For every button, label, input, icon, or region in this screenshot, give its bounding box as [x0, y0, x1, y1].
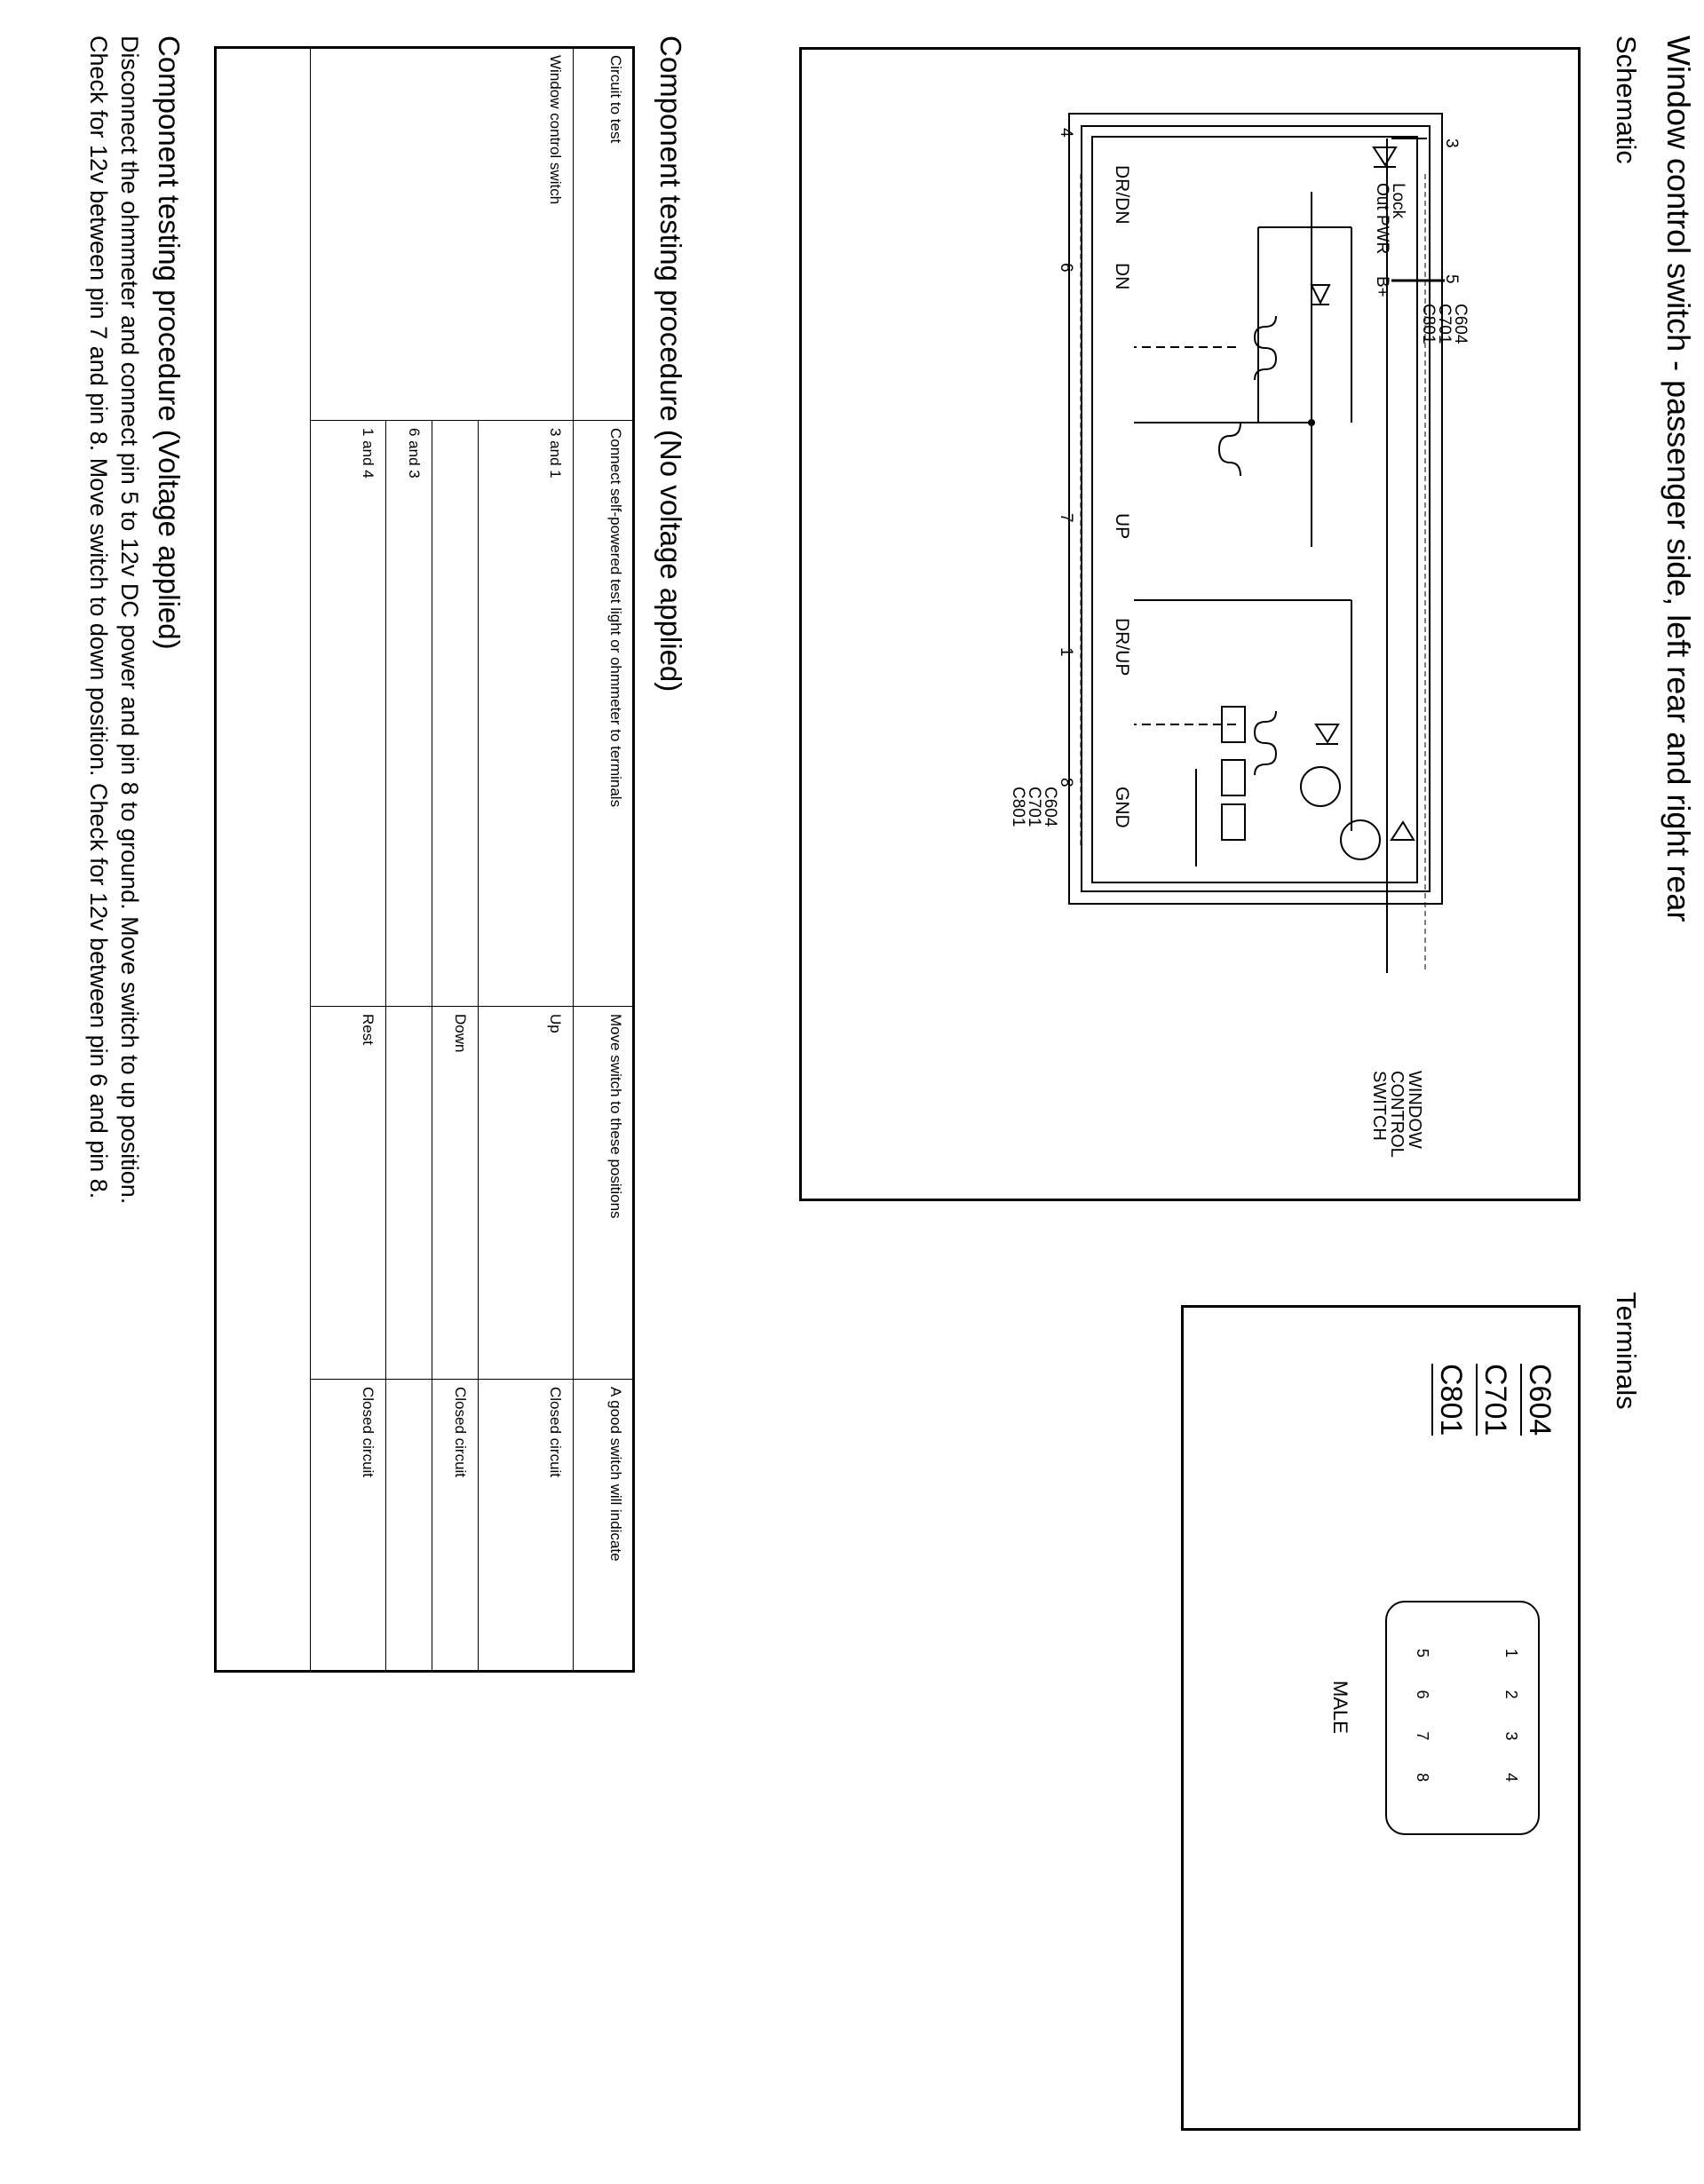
cell-terminals: 6 and 3	[386, 421, 432, 1007]
voltage-step-2: Check for 12v between pin 7 and pin 8. Move switch to down position. Check for 12v between pin 6 and pin 8.	[85, 36, 112, 1199]
no-voltage-heading: Component testing procedure (No voltage applied)	[654, 36, 687, 692]
cell-position: Down	[432, 1007, 479, 1380]
cell-result: Closed circuit	[432, 1380, 479, 1673]
cell-circuit: Window control switch	[311, 48, 574, 421]
header-result: A good switch will indicate	[574, 1380, 634, 1673]
pin-8: 8	[1057, 778, 1075, 787]
pin-number-2: 2	[1502, 1689, 1520, 1699]
label-dr-dn: DR/DN	[1112, 165, 1132, 225]
connector-top-1: C604	[1451, 304, 1470, 344]
pin-1: 1	[1057, 647, 1075, 657]
no-voltage-table	[310, 47, 634, 1673]
cell-position: Up	[479, 1007, 574, 1380]
led-1-icon	[1301, 767, 1340, 806]
header-positions: Move switch to these positions	[574, 1007, 634, 1380]
table-header-row	[574, 48, 634, 1673]
cell-terminals	[432, 421, 479, 1007]
drdn-diode-icon	[1312, 285, 1329, 303]
terminal-connector-1: C604	[1520, 1364, 1557, 1436]
drup-diode-icon	[1316, 724, 1338, 742]
connector-top-3: C801	[1419, 304, 1438, 344]
terminal-connector-face	[1385, 1601, 1540, 1835]
label-out-pwr: Out PWR	[1373, 183, 1391, 255]
pin-number-6: 6	[1414, 1689, 1431, 1699]
cell-result	[386, 1380, 432, 1673]
terminal-pin-numbers-top	[1502, 1649, 1520, 1782]
male-label: MALE	[1329, 1681, 1351, 1734]
header-terminals: Connect self-powered test light or ohmmeter to terminals	[574, 421, 634, 1007]
page-title: Window control switch - passenger side, left rear and right rear	[1660, 36, 1697, 922]
pin-5: 5	[1442, 274, 1461, 284]
led-2-icon	[1341, 820, 1380, 859]
label-gnd: GND	[1112, 787, 1132, 828]
label-lock: Lock	[1389, 183, 1407, 219]
resistor-3	[1222, 804, 1245, 840]
schematic-diagram	[802, 50, 1578, 1199]
connector-bottom-1: C604	[1041, 787, 1059, 827]
pin-number-8: 8	[1414, 1772, 1431, 1782]
pin-6: 6	[1057, 263, 1075, 273]
schematic-heading: Schematic	[1611, 36, 1642, 164]
pin-number-3: 3	[1502, 1731, 1520, 1741]
header-circuit: Circuit to test	[574, 48, 634, 421]
pin-number-4: 4	[1502, 1772, 1520, 1782]
cell-terminals: 3 and 1	[479, 421, 574, 1007]
terminal-pin-numbers-bottom	[1413, 1649, 1431, 1782]
switch-name-line-2: CONTROL	[1387, 1071, 1407, 1158]
pin-3: 3	[1442, 138, 1461, 148]
label-b-plus: B+	[1373, 276, 1391, 297]
gnd-diode-icon	[1391, 822, 1414, 840]
switch-name-line-3: SWITCH	[1369, 1071, 1389, 1141]
voltage-heading: Component testing procedure (Voltage applied)	[153, 36, 186, 650]
cell-result: Closed circuit	[479, 1380, 574, 1673]
connector-bottom-2: C701	[1025, 787, 1043, 827]
schematic-box	[799, 47, 1581, 1201]
cell-position	[386, 1007, 432, 1380]
cell-position: Rest	[311, 1007, 386, 1380]
voltage-step-1: Disconnect the ohmmeter and connect pin 5 to 12v DC power and pin 8 to ground. Move switch to up position.	[116, 36, 143, 1205]
lockout-diode-icon	[1374, 147, 1396, 165]
table-row	[479, 48, 574, 1673]
switch-name-line-1: WINDOW	[1405, 1071, 1424, 1149]
connector-top-2: C701	[1435, 304, 1454, 344]
terminal-connector-3: C801	[1431, 1364, 1468, 1436]
terminals-heading: Terminals	[1611, 1292, 1642, 1410]
terminals-box	[1181, 1305, 1581, 2131]
pin-number-1: 1	[1502, 1649, 1520, 1658]
resistor-2	[1222, 760, 1245, 795]
cell-terminals: 1 and 4	[311, 421, 386, 1007]
cell-result: Closed circuit	[311, 1380, 386, 1673]
label-up: UP	[1112, 513, 1132, 540]
pin-number-7: 7	[1414, 1731, 1431, 1741]
label-dn: DN	[1112, 263, 1132, 290]
pin-number-5: 5	[1414, 1649, 1431, 1658]
connector-bottom-3: C801	[1009, 787, 1027, 827]
pin-7: 7	[1057, 513, 1075, 523]
label-dr-up: DR/UP	[1112, 618, 1132, 677]
pin-4: 4	[1057, 128, 1075, 138]
terminal-connector-2: C701	[1476, 1364, 1512, 1436]
